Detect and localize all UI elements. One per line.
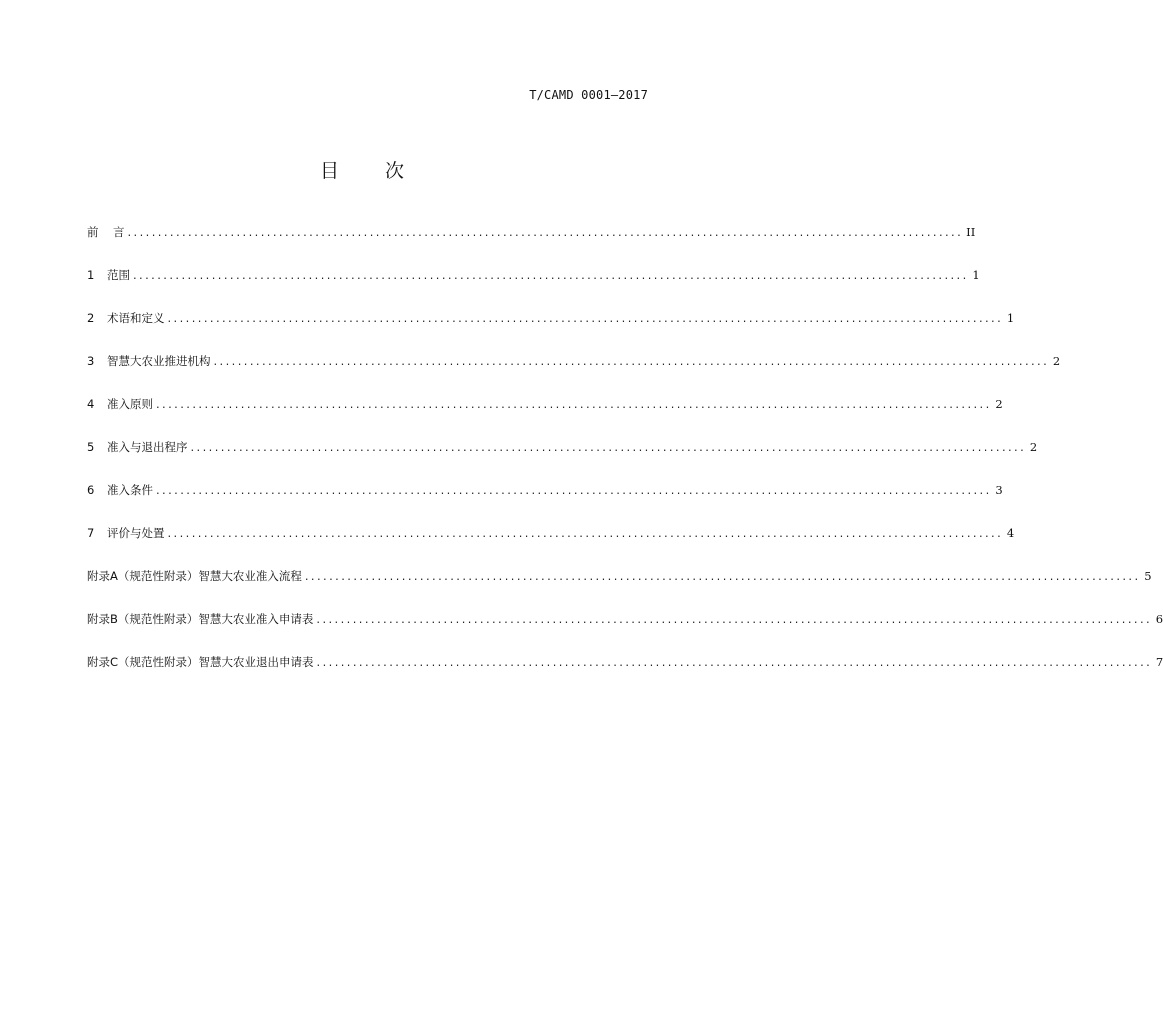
toc-entry-label: 智慧大农业退出申请表 bbox=[198, 655, 314, 669]
toc-leader-dots: .......................................................................................................................................... bbox=[316, 612, 1153, 626]
toc-entry-page: 5 bbox=[1144, 569, 1152, 583]
toc-entry-procedures[interactable] bbox=[87, 437, 1038, 480]
toc-entry-label: 评价与处置 bbox=[107, 526, 165, 540]
toc-leader-dots: .......................................................................................................................................... bbox=[127, 225, 964, 239]
toc-entry-label: 智慧大农业准入流程 bbox=[198, 569, 302, 583]
toc-entry-page: 2 bbox=[1052, 354, 1061, 368]
toc-entry-label: 智慧大农业准入申请表 bbox=[198, 612, 314, 626]
toc-entry-number: 3 bbox=[87, 354, 95, 368]
toc-entry-organization[interactable] bbox=[87, 351, 1061, 394]
toc-entry-label: 智慧大农业推进机构 bbox=[107, 354, 211, 368]
toc-entry-label: 范围 bbox=[107, 268, 130, 282]
toc-entry-number: 5 bbox=[87, 440, 95, 454]
toc-entry-page: 3 bbox=[995, 483, 1003, 497]
toc-entry-page: 7 bbox=[1155, 655, 1163, 669]
table-of-contents bbox=[87, 222, 1163, 695]
toc-entry-number: 2 bbox=[87, 311, 95, 325]
toc-entry-page: 2 bbox=[995, 397, 1003, 411]
toc-entry-terms[interactable] bbox=[87, 308, 1015, 351]
toc-entry-label: 术语和定义 bbox=[107, 311, 165, 325]
document-code: T/CAMD 0001—2017 bbox=[529, 88, 648, 102]
toc-entry-page: 6 bbox=[1155, 612, 1163, 626]
toc-entry-annex-c[interactable] bbox=[87, 652, 1163, 695]
toc-entry-label: 准入原则 bbox=[107, 397, 153, 411]
toc-entry-page: 1 bbox=[972, 268, 980, 282]
toc-entry-number: 7 bbox=[87, 526, 95, 540]
toc-entry-number: 6 bbox=[87, 483, 95, 497]
toc-entry-number: 附录B（规范性附录） bbox=[87, 612, 199, 626]
toc-leader-dots: .......................................................................................................................................... bbox=[190, 440, 1027, 454]
toc-title: 目 次 bbox=[319, 160, 425, 182]
toc-entry-scope[interactable] bbox=[87, 265, 980, 308]
toc-leader-dots: .......................................................................................................................................... bbox=[167, 526, 1004, 540]
toc-entry-number: 前 bbox=[87, 225, 99, 239]
toc-entry-annex-b[interactable] bbox=[87, 609, 1163, 652]
toc-entry-number: 附录A（规范性附录） bbox=[87, 569, 199, 583]
toc-entry-label: 准入与退出程序 bbox=[107, 440, 188, 454]
toc-entry-number: 1 bbox=[87, 268, 95, 282]
toc-entry-principles[interactable] bbox=[87, 394, 1003, 437]
toc-leader-dots: .......................................................................................................................................... bbox=[213, 354, 1050, 368]
toc-entry-page: 4 bbox=[1006, 526, 1015, 540]
toc-leader-dots: .......................................................................................................................................... bbox=[133, 268, 969, 282]
toc-entry-foreword[interactable] bbox=[87, 222, 976, 265]
toc-entry-annex-a[interactable] bbox=[87, 566, 1152, 609]
toc-leader-dots: .......................................................................................................................................... bbox=[167, 311, 1004, 325]
toc-leader-dots: .......................................................................................................................................... bbox=[304, 569, 1141, 583]
toc-leader-dots: .......................................................................................................................................... bbox=[156, 483, 992, 497]
toc-entry-page: II bbox=[966, 225, 976, 239]
toc-entry-number: 附录C（规范性附录） bbox=[87, 655, 199, 669]
toc-entry-label: 言 bbox=[113, 225, 125, 239]
toc-entry-evaluation[interactable] bbox=[87, 523, 1015, 566]
toc-entry-page: 2 bbox=[1029, 440, 1038, 454]
toc-entry-conditions[interactable] bbox=[87, 480, 1003, 523]
toc-entry-number: 4 bbox=[87, 397, 95, 411]
toc-leader-dots: .......................................................................................................................................... bbox=[316, 655, 1153, 669]
toc-entry-label: 准入条件 bbox=[107, 483, 153, 497]
toc-leader-dots: .......................................................................................................................................... bbox=[156, 397, 992, 411]
toc-entry-page: 1 bbox=[1006, 311, 1015, 325]
